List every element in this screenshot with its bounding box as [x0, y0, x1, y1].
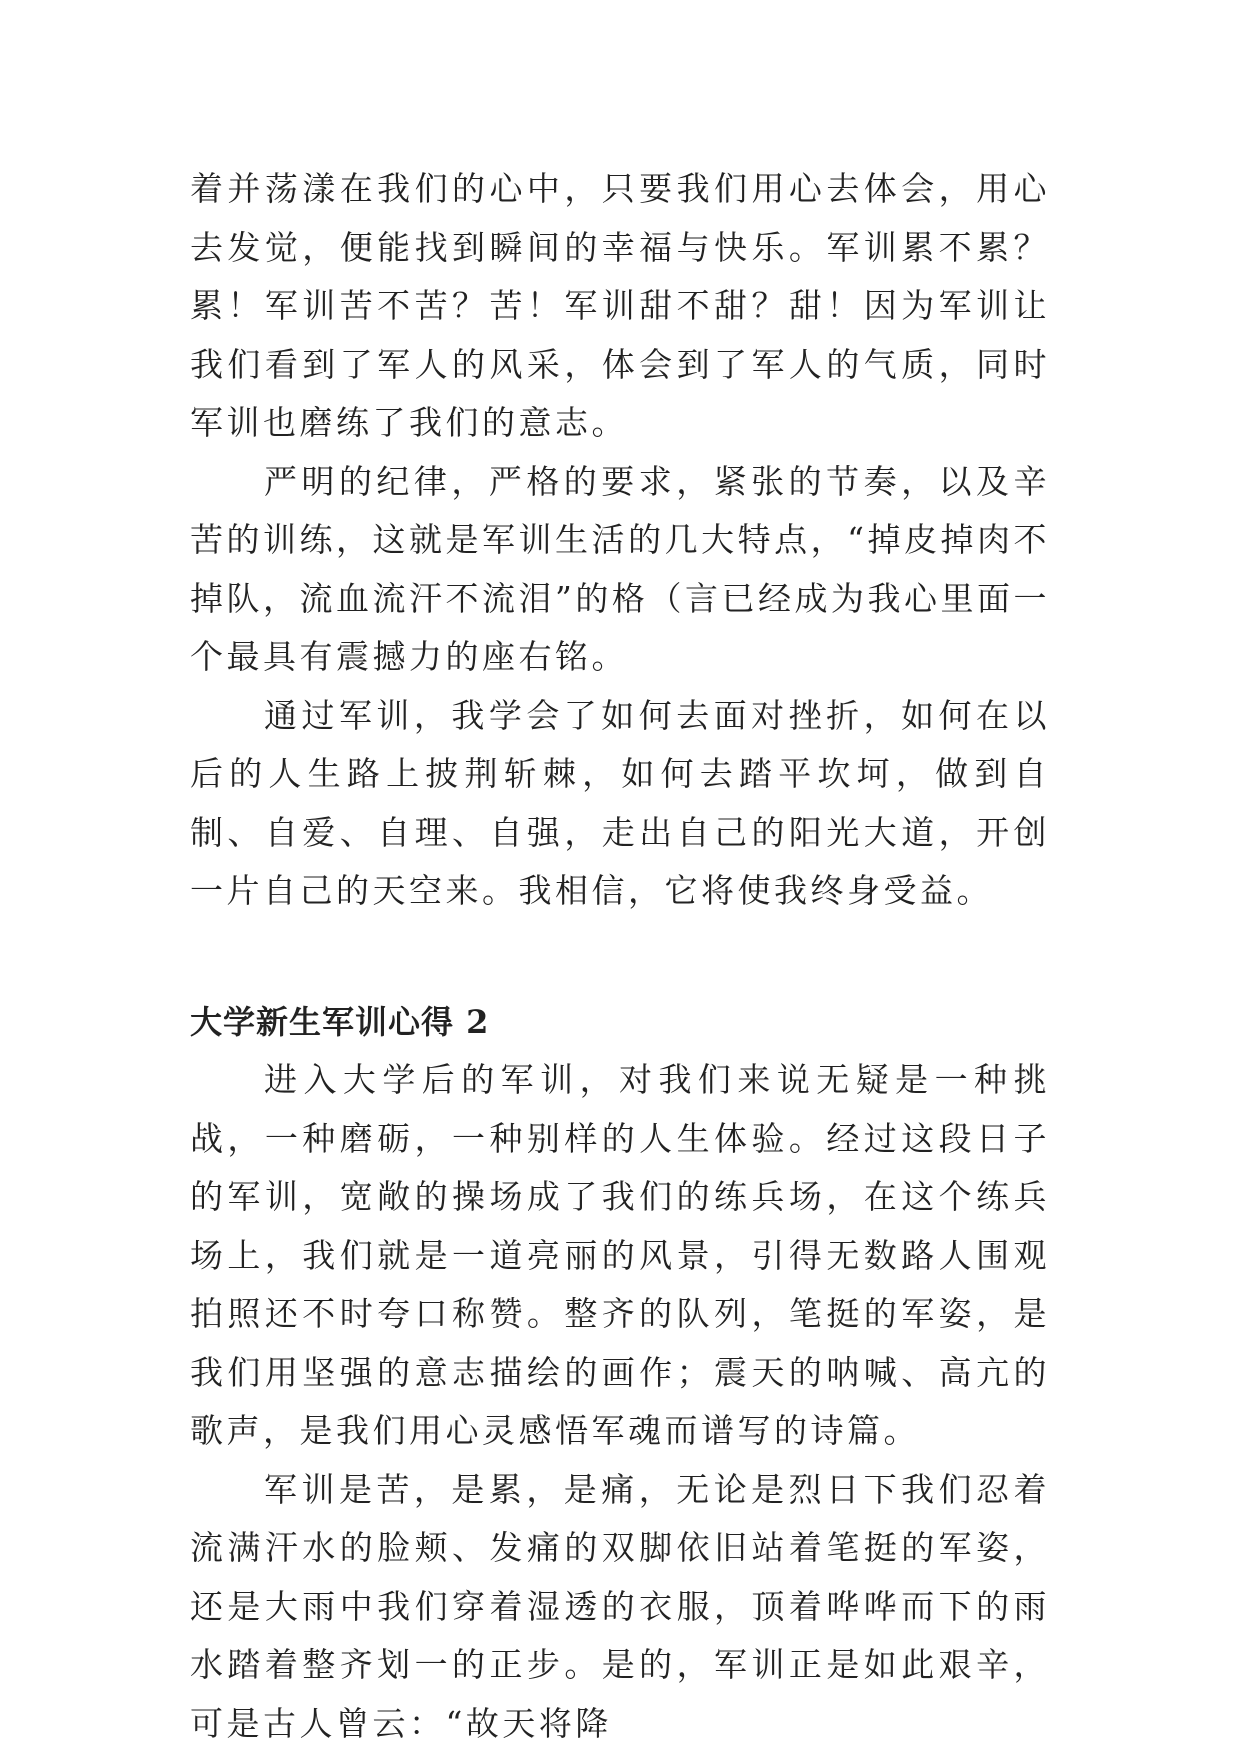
paragraph-lessons: 通过军训，我学会了如何去面对挫折，如何在以后的人生路上披荆斩棘，如何去踏平坎坷，做到自制、自爱、自理、自强，走出自己的阳光大道，开创一片自己的天空来。我相信，它将使我终身受益。 [190, 695, 1050, 910]
paragraph-intro: 进入大学后的军训，对我们来说无疑是一种挑战，一种磨砺，一种别样的人生体验。经过这段日子的军训，宽敞的操场成了我们的练兵场，在这个练兵场上，我们就是一道亮丽的风景，引得无数路人围观拍照还不时夸口称赞。整齐的队列，笔挺的军姿，是我们用坚强的意志描绘的画作；震天的呐喊、高亢的歌声，是我们用心灵感悟军魂而谱写的诗篇。 [190, 1060, 1050, 1450]
paragraph-continuation: 着并荡漾在我们的心中，只要我们用心去体会，用心去发觉，便能找到瞬间的幸福与快乐。军训累不累？累！军训苦不苦？苦！军训甜不甜？甜！因为军训让我们看到了军人的风采，体会到了军人的气质，同时军训也磨练了我们的意志。 [190, 169, 1050, 442]
document-body [190, 160, 1050, 1753]
paragraph-discipline: 严明的纪律，严格的要求，紧张的节奏，以及辛苦的训练，这就是军训生活的几大特点，“掉皮掉肉不掉队，流血流汗不流泪”的格（言已经成为我心里面一个最具有震撼力的座右铭。 [190, 461, 1050, 676]
paragraph-hardship: 军训是苦，是累，是痛，无论是烈日下我们忍着流满汗水的脸颊、发痛的双脚依旧站着笔挺的军姿，还是大雨中我们穿着湿透的衣服，顶着哗哗而下的雨水踏着整齐划一的正步。是的，军训正是如此艰辛，可是古人曾云：“故天将降 [190, 1469, 1050, 1743]
section-heading: 大学新生军训心得 2 [190, 1002, 490, 1041]
